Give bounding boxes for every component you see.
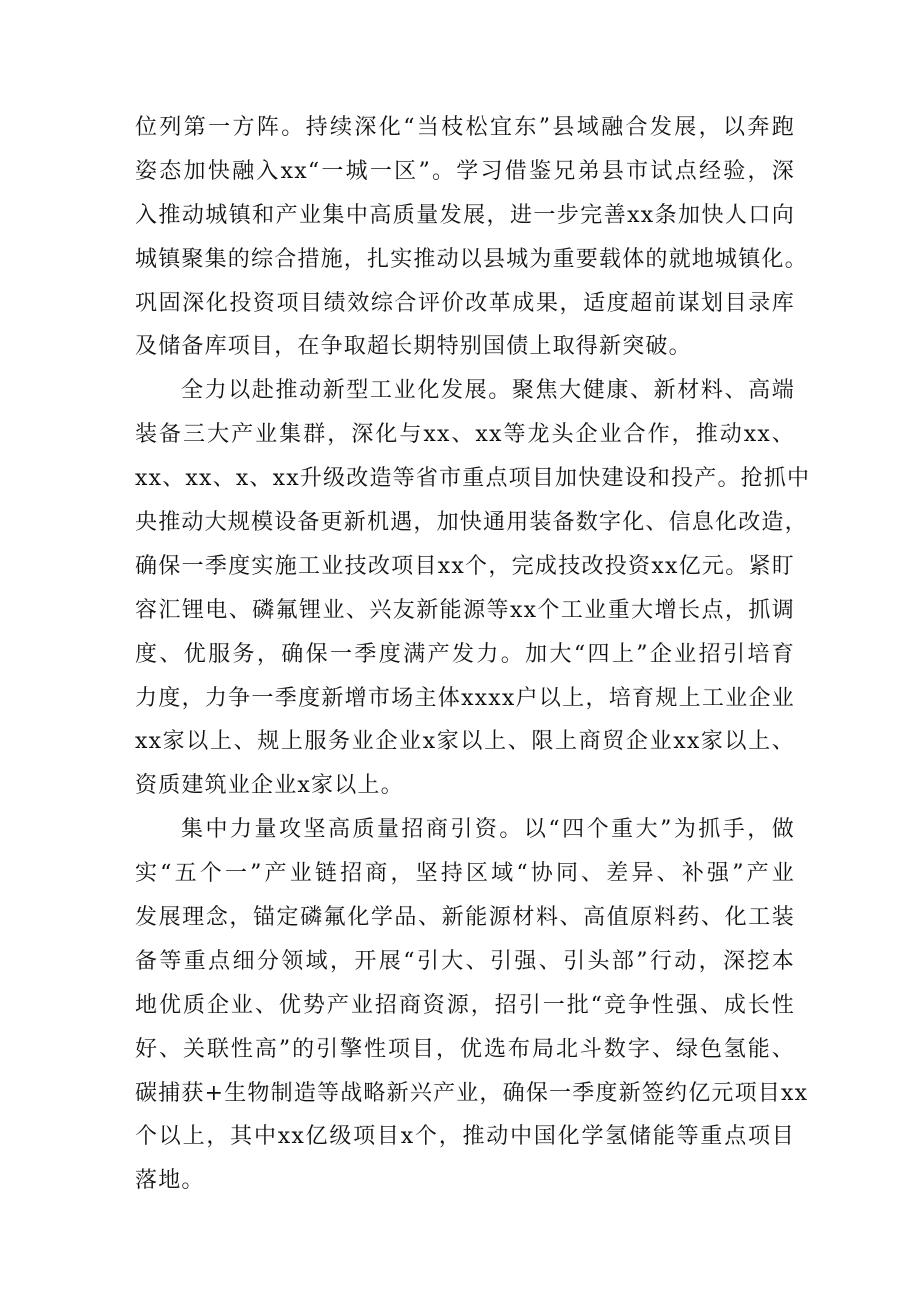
paragraph-2	[135, 369, 811, 808]
text-line: 实“五个一”产业链招商，坚持区域“协同、差异、补强”产业	[135, 861, 795, 887]
paragraph-1	[135, 106, 808, 369]
paragraph-3	[135, 808, 809, 1203]
text-line: 姿态加快融入xx“一城一区”。学习借鉴兄弟县市试点经验，深	[135, 158, 795, 184]
text-line: 个以上，其中xx亿级项目x个，推动中国化学氢储能等重点项目	[135, 1124, 795, 1150]
text-line: 巩固深化投资项目绩效综合评价改革成果，适度超前谋划目录库	[135, 290, 795, 316]
text-line: 位列第一方阵。持续深化“当枝松宜东”县域融合发展，以奔跑	[135, 115, 795, 140]
text-line: 地优质企业、优势产业招商资源，招引一批“竞争性强、成长性	[135, 992, 795, 1018]
text-line: 装备三大产业集群，深化与xx、xx等龙头企业合作，推动xx、	[135, 422, 795, 448]
text-line: 碳捕获+生物制造等战略新兴产业，确保一季度新签约亿元项目xx	[135, 1080, 809, 1106]
text-line: 入推动城镇和产业集中高质量发展，进一步完善xx条加快人口向	[135, 202, 795, 228]
text-line: 发展理念，锚定磷氟化学品、新能源材料、高值原料药、化工装	[135, 905, 795, 931]
text-line: xx、xx、x、xx升级改造等省市重点项目加快建设和投产。抢抓中	[135, 466, 811, 492]
text-line: 资质建筑业企业x家以上。	[135, 773, 404, 799]
text-line: 集中力量攻坚高质量招商引资。以“四个重大”为抓手，做	[181, 817, 795, 843]
text-line: 城镇聚集的综合措施，扎实推动以县城为重要载体的就地城镇化。	[135, 246, 808, 272]
text-line: 全力以赴推动新型工业化发展。聚焦大健康、新材料、高端	[181, 378, 795, 404]
text-line: 好、关联性高”的引擎性项目，优选布局北斗数字、绿色氢能、	[135, 1036, 795, 1062]
text-line: xx家以上、规上服务业企业x家以上、限上商贸企业xx家以上、	[135, 729, 795, 755]
text-line: 力度，力争一季度新增市场主体xxxx户以上，培育规上工业企业	[135, 685, 795, 711]
text-line: 落地。	[135, 1168, 205, 1194]
text-line: 容汇锂电、磷氟锂业、兴友新能源等xx个工业重大增长点，抓调	[135, 597, 795, 623]
text-line: 备等重点细分领域，开展“引大、引强、引头部”行动，深挖本	[135, 948, 795, 974]
document-body	[135, 106, 811, 1203]
text-line: 央推动大规模设备更新机遇，加快通用装备数字化、信息化改造，	[135, 510, 808, 536]
text-line: 度、优服务，确保一季度满产发力。加大“四上”企业招引培育	[135, 641, 795, 667]
text-line: 及储备库项目，在争取超长期特别国债上取得新突破。	[135, 334, 692, 360]
text-line: 确保一季度实施工业技改项目xx个，完成技改投资xx亿元。紧盯	[135, 553, 795, 579]
